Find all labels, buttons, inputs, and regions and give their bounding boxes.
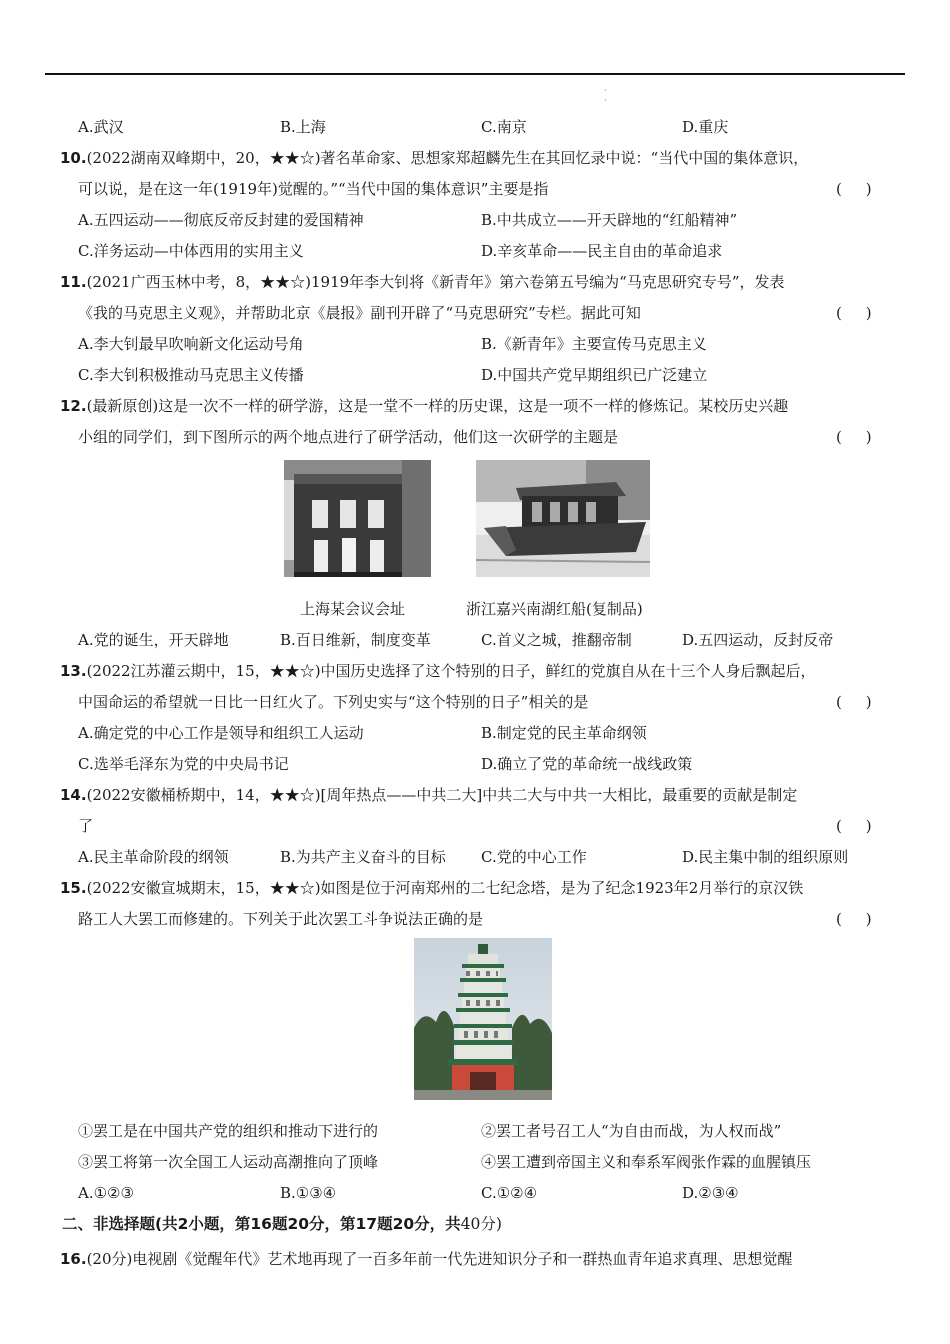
q10-answer-blank[interactable]: ( ) <box>836 180 872 198</box>
q14-option-d[interactable]: D.民主集中制的组织原则 <box>682 848 849 866</box>
q14-option-a[interactable]: A.民主革命阶段的纲领 <box>78 848 229 866</box>
shanghai-meeting-site-photo <box>284 460 431 577</box>
q10-stem-line1: 10.(2022湖南双峰期中，20，★★☆)著名革命家、思想家郑超麟先生在其回忆录中说：“当代中国的集体意识， <box>60 149 809 167</box>
q11-stem-line1: 11.(2021广西玉林中考，8，★★☆)1919年李大钊将《新青年》第六卷第五号编为“马克思研究专号”，发表 <box>60 273 785 291</box>
q11-stem-line2: 《我的马克思主义观》，并帮助北京《晨报》副刊开辟了“马克思研究”专栏。据此可知 <box>78 304 641 322</box>
q15-option-b[interactable]: B.①③④ <box>280 1184 337 1202</box>
q10-option-b[interactable]: B.中共成立——开天辟地的“红船精神” <box>481 211 738 229</box>
q11-option-c[interactable]: C.李大钊积极推动马克思主义传播 <box>78 366 304 384</box>
q12-option-c[interactable]: C.首义之城，推翻帝制 <box>481 631 632 649</box>
q13-option-c[interactable]: C.选举毛泽东为党的中央局书记 <box>78 755 289 773</box>
jiaxing-red-boat-photo <box>476 460 650 577</box>
erqi-memorial-tower-photo <box>414 938 552 1100</box>
q13-option-b[interactable]: B.制定党的民主革命纲领 <box>481 724 647 742</box>
q9-option-b[interactable]: B.上海 <box>280 118 326 136</box>
q11-option-b[interactable]: B.《新青年》主要宣传马克思主义 <box>481 335 707 353</box>
q13-option-a[interactable]: A.确定党的中心工作是领导和组织工人运动 <box>78 724 364 742</box>
q12-caption-1: 上海某会议会址 <box>300 600 406 618</box>
q12-caption-2: 浙江嘉兴南湖红船(复制品) <box>466 600 643 618</box>
q13-option-d[interactable]: D.确立了党的革命统一战线政策 <box>481 755 693 773</box>
q9-option-a[interactable]: A.武汉 <box>78 118 124 136</box>
q13-number: 13. <box>60 662 87 680</box>
q14-option-b[interactable]: B.为共产主义奋斗的目标 <box>280 848 446 866</box>
header-rule <box>45 73 905 75</box>
section-2-heading: 二、非选择题(共2小题，第16题20分，第17题20分，共40分) <box>62 1215 502 1233</box>
q11-number: 11. <box>60 273 87 291</box>
q12-option-b[interactable]: B.百日维新，制度变革 <box>280 631 431 649</box>
q14-answer-blank[interactable]: ( ) <box>836 817 872 835</box>
q10-option-c[interactable]: C.洋务运动—中体西用的实用主义 <box>78 242 304 260</box>
q12-stem-line2: 小组的同学们，到下图所示的两个地点进行了研学活动，他们这一次研学的主题是 <box>78 428 619 446</box>
q12-answer-blank[interactable]: ( ) <box>836 428 872 446</box>
q16-number: 16. <box>60 1250 87 1268</box>
q13-stem-line2: 中国命运的希望就一日比一日红火了。下列史实与“这个特别的日子”相关的是 <box>78 693 589 711</box>
q10-stem-line2: 可以说，是在这一年(1919年)觉醒的。”“当代中国的集体意识”主要是指 <box>78 180 549 198</box>
q11-option-a[interactable]: A.李大钊最早吹响新文化运动号角 <box>78 335 304 353</box>
q12-option-a[interactable]: A.党的诞生，开天辟地 <box>78 631 229 649</box>
q15-statement-4: ④罢工遭到帝国主义和奉系军阀张作霖的血腥镇压 <box>481 1153 812 1171</box>
q10-option-d[interactable]: D.辛亥革命——民主自由的革命追求 <box>481 242 723 260</box>
q14-option-c[interactable]: C.党的中心工作 <box>481 848 587 866</box>
q15-stem-line1: 15.(2022安徽宣城期末，15，★★☆)如图是位于河南郑州的二七纪念塔，是为了纪念1923年2月举行的京汉铁 <box>60 879 804 897</box>
q9-option-d[interactable]: D.重庆 <box>682 118 729 136</box>
q12-number: 12. <box>60 397 87 415</box>
q14-number: 14. <box>60 786 87 804</box>
q14-stem-line2: 了 <box>78 817 94 835</box>
q15-statement-2: ②罢工者号召工人“为自由而战，为人权而战” <box>481 1122 782 1140</box>
q11-answer-blank[interactable]: ( ) <box>836 304 872 322</box>
q15-stem-line2: 路工人大罢工而修建的。下列关于此次罢工斗争说法正确的是 <box>78 910 484 928</box>
q10-option-a[interactable]: A.五四运动——彻底反帝反封建的爱国精神 <box>78 211 364 229</box>
q15-option-c[interactable]: C.①②④ <box>481 1184 538 1202</box>
q15-statement-3: ③罢工将第一次全国工人运动高潮推向了顶峰 <box>78 1153 379 1171</box>
header-dots: · · <box>604 86 607 105</box>
q9-option-c[interactable]: C.南京 <box>481 118 527 136</box>
q15-statement-1: ①罢工是在中国共产党的组织和推动下进行的 <box>78 1122 379 1140</box>
q11-option-d[interactable]: D.中国共产党早期组织已广泛建立 <box>481 366 708 384</box>
q14-stem-line1: 14.(2022安徽桶桥期中，14，★★☆)[周年热点——中共二大]中共二大与中共一大相比，最重要的贡献是制定 <box>60 786 798 804</box>
q13-answer-blank[interactable]: ( ) <box>836 693 872 711</box>
q15-option-d[interactable]: D.②③④ <box>682 1184 739 1202</box>
q10-number: 10. <box>60 149 87 167</box>
q15-answer-blank[interactable]: ( ) <box>836 910 872 928</box>
q15-option-a[interactable]: A.①②③ <box>78 1184 134 1202</box>
q12-stem-line1: 12.(最新原创)这是一次不一样的研学游，这是一堂不一样的历史课，这是一项不一样的修炼记。某校历史兴趣 <box>60 397 789 415</box>
q16-stem-line1: 16.(20分)电视剧《觉醒年代》艺术地再现了一百多年前一代先进知识分子和一群热血青年追求真理、思想觉醒 <box>60 1250 793 1268</box>
q13-stem-line1: 13.(2022江苏灌云期中，15，★★☆)中国历史选择了这个特别的日子，鲜红的党旗自从在十三个人身后飘起后， <box>60 662 816 680</box>
q12-option-d[interactable]: D.五四运动，反封反帝 <box>682 631 834 649</box>
q15-number: 15. <box>60 879 87 897</box>
